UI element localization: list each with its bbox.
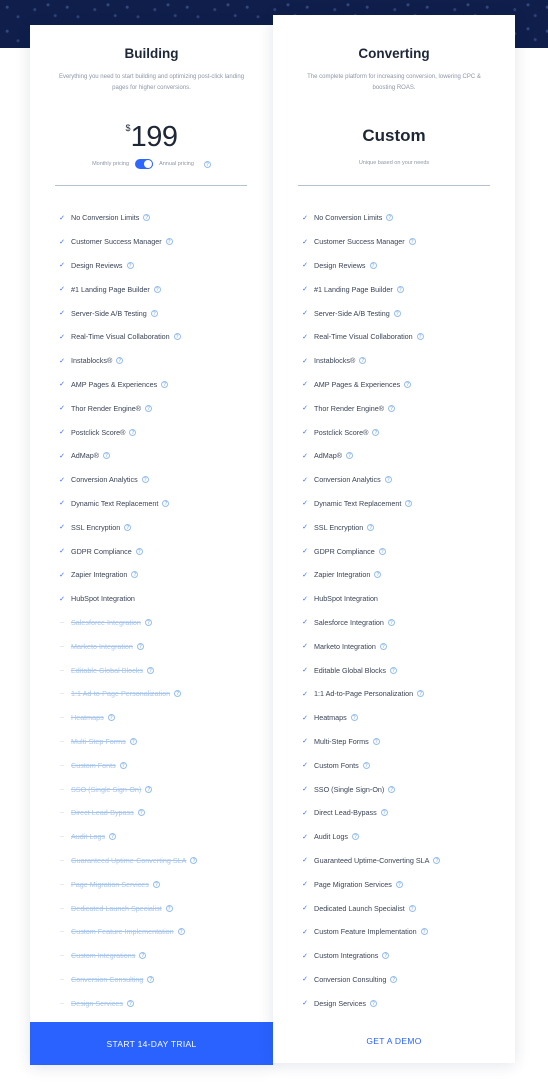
feature-item bbox=[30, 896, 273, 920]
dash-icon: – bbox=[60, 714, 64, 722]
feature-item bbox=[273, 396, 515, 420]
feature-label: Heatmaps bbox=[314, 713, 347, 723]
feature-item bbox=[30, 849, 273, 873]
help-icon[interactable]: ? bbox=[154, 881, 158, 888]
price-note: Unique based on your needs bbox=[358, 160, 430, 166]
feature-label: Postclick Score® bbox=[71, 427, 126, 437]
dash-icon: – bbox=[60, 618, 64, 626]
feature-item bbox=[273, 991, 515, 1015]
feature-item bbox=[273, 444, 515, 468]
feature-item bbox=[273, 230, 515, 254]
monthly-pricing-label[interactable]: Monthly pricing bbox=[92, 161, 130, 167]
check-icon: ✓ bbox=[302, 786, 308, 794]
feature-label: No Conversion Limits bbox=[314, 213, 383, 223]
feature-label: Editable Global Blocks bbox=[314, 665, 386, 675]
feature-list bbox=[273, 206, 515, 1015]
check-icon: ✓ bbox=[59, 524, 65, 532]
feature-item bbox=[273, 277, 515, 301]
check-icon: ✓ bbox=[59, 357, 65, 365]
feature-label: Multi-Step Forms bbox=[71, 736, 126, 746]
help-icon[interactable]: ? bbox=[386, 477, 390, 484]
check-icon: ✓ bbox=[302, 286, 308, 294]
help-icon[interactable]: ? bbox=[110, 834, 114, 841]
feature-label: Page Migration Services bbox=[314, 879, 392, 889]
feature-label: Customer Success Manager bbox=[314, 237, 405, 247]
plan-price: Custom bbox=[362, 126, 426, 145]
feature-label: Audit Logs bbox=[71, 832, 105, 842]
feature-item bbox=[273, 325, 515, 349]
feature-item bbox=[273, 682, 515, 706]
help-icon[interactable]: ? bbox=[422, 929, 426, 936]
feature-label: Salesforce Integration bbox=[314, 617, 384, 627]
feature-label: Page Migration Services bbox=[71, 879, 149, 889]
dash-icon: – bbox=[60, 809, 64, 817]
feature-item bbox=[30, 301, 273, 325]
check-icon: ✓ bbox=[302, 524, 308, 532]
help-icon[interactable]: ? bbox=[390, 786, 394, 793]
feature-item bbox=[273, 753, 515, 777]
feature-item bbox=[273, 634, 515, 658]
dash-icon: – bbox=[60, 928, 64, 936]
help-icon[interactable]: ? bbox=[374, 429, 378, 436]
feature-item bbox=[273, 539, 515, 563]
help-icon[interactable]: ? bbox=[364, 762, 368, 769]
check-icon: ✓ bbox=[302, 881, 308, 889]
feature-label: Design Services bbox=[314, 998, 366, 1008]
help-icon[interactable]: ? bbox=[407, 500, 411, 507]
feature-label: Guaranteed Uptime-Converting SLA bbox=[71, 855, 187, 865]
check-icon: ✓ bbox=[59, 595, 65, 603]
feature-item bbox=[273, 706, 515, 730]
check-icon: ✓ bbox=[302, 476, 308, 484]
check-icon: ✓ bbox=[302, 952, 308, 960]
help-icon[interactable]: ? bbox=[143, 477, 147, 484]
feature-label: Conversion Consulting bbox=[71, 974, 144, 984]
feature-label: Customer Success Manager bbox=[71, 237, 162, 247]
help-icon[interactable]: ? bbox=[137, 548, 141, 555]
feature-label: Server-Side A/B Testing bbox=[71, 308, 147, 318]
check-icon: ✓ bbox=[59, 286, 65, 294]
feature-item bbox=[30, 611, 273, 635]
feature-item bbox=[30, 468, 273, 492]
feature-item bbox=[30, 492, 273, 516]
feature-item bbox=[273, 611, 515, 635]
feature-item bbox=[273, 658, 515, 682]
feature-label: SSO (Single Sign-On) bbox=[71, 784, 142, 794]
price-amount: 199 bbox=[130, 121, 178, 153]
check-icon: ✓ bbox=[59, 214, 65, 222]
help-icon[interactable]: ? bbox=[371, 1000, 375, 1007]
feature-label: Custom Integrations bbox=[314, 951, 379, 961]
help-icon[interactable]: ? bbox=[138, 643, 142, 650]
feature-label: Conversion Analytics bbox=[71, 475, 138, 485]
help-icon[interactable]: ? bbox=[435, 857, 439, 864]
help-icon[interactable]: ? bbox=[192, 857, 196, 864]
check-icon: ✓ bbox=[59, 452, 65, 460]
feature-item bbox=[30, 396, 273, 420]
help-icon[interactable]: ? bbox=[147, 786, 151, 793]
feature-item bbox=[273, 944, 515, 968]
feature-label: Marketo Integration bbox=[71, 641, 133, 651]
feature-item bbox=[30, 373, 273, 397]
feature-item bbox=[273, 730, 515, 754]
dash-icon: – bbox=[60, 880, 64, 888]
feature-item bbox=[273, 373, 515, 397]
feature-label: Salesforce Integration bbox=[71, 617, 141, 627]
check-icon: ✓ bbox=[59, 333, 65, 341]
help-icon[interactable]: ? bbox=[418, 334, 422, 341]
check-icon: ✓ bbox=[302, 762, 308, 770]
start-trial-button[interactable]: START 14-DAY TRIAL bbox=[30, 1022, 273, 1065]
feature-label: Dynamic Text Replacement bbox=[314, 498, 402, 508]
feature-label: AMP Pages & Experiences bbox=[314, 379, 401, 389]
feature-label: Design Reviews bbox=[71, 260, 123, 270]
help-icon[interactable]: ? bbox=[398, 286, 402, 293]
feature-item bbox=[30, 539, 273, 563]
check-icon: ✓ bbox=[302, 857, 308, 865]
check-icon: ✓ bbox=[302, 214, 308, 222]
feature-item bbox=[30, 968, 273, 992]
help-icon[interactable]: ? bbox=[139, 810, 143, 817]
help-icon[interactable]: ? bbox=[374, 738, 378, 745]
feature-item bbox=[30, 801, 273, 825]
check-icon: ✓ bbox=[302, 405, 308, 413]
feature-item bbox=[30, 991, 273, 1015]
feature-label: SSL Encryption bbox=[314, 522, 364, 532]
help-icon[interactable]: ? bbox=[397, 881, 401, 888]
check-icon: ✓ bbox=[302, 667, 308, 675]
check-icon: ✓ bbox=[59, 571, 65, 579]
help-icon[interactable]: ? bbox=[167, 239, 171, 246]
help-icon[interactable]: ? bbox=[361, 358, 365, 365]
help-icon[interactable]: ? bbox=[118, 358, 122, 365]
help-icon[interactable]: ? bbox=[410, 239, 414, 246]
dash-icon: – bbox=[60, 690, 64, 698]
help-icon[interactable]: ? bbox=[141, 953, 145, 960]
help-icon[interactable]: ? bbox=[391, 667, 395, 674]
feature-item bbox=[273, 825, 515, 849]
feature-item bbox=[30, 444, 273, 468]
help-icon[interactable]: ? bbox=[133, 572, 137, 579]
help-icon[interactable]: ? bbox=[149, 976, 153, 983]
feature-label: #1 Landing Page Builder bbox=[314, 284, 393, 294]
feature-label: HubSpot Integration bbox=[314, 594, 378, 604]
help-icon[interactable]: ? bbox=[382, 810, 386, 817]
feature-item bbox=[30, 420, 273, 444]
check-icon: ✓ bbox=[302, 429, 308, 437]
check-icon: ✓ bbox=[302, 690, 308, 698]
feature-item bbox=[30, 349, 273, 373]
dash-icon: – bbox=[60, 737, 64, 745]
feature-label: 1:1 Ad-to-Page Personalization bbox=[71, 689, 171, 699]
dash-icon: – bbox=[60, 999, 64, 1007]
help-icon[interactable]: ? bbox=[121, 762, 125, 769]
help-icon[interactable]: ? bbox=[164, 500, 168, 507]
check-icon: ✓ bbox=[59, 429, 65, 437]
help-icon[interactable]: ? bbox=[152, 310, 156, 317]
check-icon: ✓ bbox=[302, 714, 308, 722]
plan-card-converting bbox=[273, 15, 515, 1063]
feature-item bbox=[273, 349, 515, 373]
feature-item bbox=[30, 230, 273, 254]
feature-item bbox=[30, 658, 273, 682]
plan-description: The complete platform for increasing conversion, lowering CPC & boosting ROAS. bbox=[307, 74, 481, 91]
check-icon: ✓ bbox=[59, 262, 65, 270]
dash-icon: – bbox=[60, 666, 64, 674]
check-icon: ✓ bbox=[302, 571, 308, 579]
help-icon[interactable]: ? bbox=[390, 405, 394, 412]
feature-label: Custom Integrations bbox=[71, 951, 136, 961]
feature-label: Marketo Integration bbox=[314, 641, 376, 651]
feature-item bbox=[30, 872, 273, 896]
dash-icon: – bbox=[60, 904, 64, 912]
feature-label: Dynamic Text Replacement bbox=[71, 498, 159, 508]
plan-price bbox=[30, 121, 273, 154]
feature-label: Real-Time Visual Collaboration bbox=[314, 332, 413, 342]
feature-label: Design Services bbox=[71, 998, 123, 1008]
check-icon: ✓ bbox=[302, 262, 308, 270]
feature-label: Thor Render Engine® bbox=[314, 403, 385, 413]
feature-item bbox=[30, 706, 273, 730]
divider bbox=[55, 185, 247, 186]
check-icon: ✓ bbox=[302, 333, 308, 341]
feature-label: GDPR Compliance bbox=[314, 546, 375, 556]
check-icon: ✓ bbox=[302, 619, 308, 627]
help-icon[interactable]: ? bbox=[167, 905, 171, 912]
help-icon[interactable]: ? bbox=[131, 429, 135, 436]
check-icon: ✓ bbox=[302, 548, 308, 556]
feature-item bbox=[273, 515, 515, 539]
check-icon: ✓ bbox=[59, 500, 65, 508]
help-icon[interactable]: ? bbox=[388, 215, 392, 222]
help-icon[interactable]: ? bbox=[148, 667, 152, 674]
check-icon: ✓ bbox=[302, 738, 308, 746]
feature-item bbox=[273, 206, 515, 230]
feature-label: 1:1 Ad-to-Page Personalization bbox=[314, 689, 414, 699]
help-icon[interactable]: ? bbox=[147, 405, 151, 412]
feature-item bbox=[273, 849, 515, 873]
feature-item bbox=[30, 825, 273, 849]
feature-item bbox=[30, 634, 273, 658]
feature-item bbox=[273, 920, 515, 944]
feature-label: Multi-Step Forms bbox=[314, 736, 369, 746]
feature-item bbox=[273, 587, 515, 611]
divider bbox=[298, 185, 490, 186]
feature-item bbox=[30, 944, 273, 968]
feature-item bbox=[273, 301, 515, 325]
feature-item bbox=[273, 254, 515, 278]
help-icon[interactable]: ? bbox=[392, 976, 396, 983]
dash-icon: – bbox=[60, 642, 64, 650]
dash-icon: – bbox=[60, 761, 64, 769]
help-icon[interactable]: ? bbox=[406, 381, 410, 388]
feature-label: Audit Logs bbox=[314, 832, 348, 842]
check-icon: ✓ bbox=[302, 310, 308, 318]
feature-label: AMP Pages & Experiences bbox=[71, 379, 158, 389]
help-icon[interactable]: ? bbox=[179, 929, 183, 936]
help-icon[interactable]: ? bbox=[155, 286, 159, 293]
help-icon[interactable]: ? bbox=[128, 1000, 132, 1007]
help-icon[interactable]: ? bbox=[381, 643, 385, 650]
help-icon[interactable]: ? bbox=[352, 715, 356, 722]
dash-icon: – bbox=[60, 975, 64, 983]
feature-item bbox=[273, 563, 515, 587]
help-icon[interactable]: ? bbox=[146, 619, 150, 626]
feature-label: Heatmaps bbox=[71, 713, 104, 723]
feature-item bbox=[30, 277, 273, 301]
check-icon: ✓ bbox=[302, 809, 308, 817]
help-icon[interactable]: ? bbox=[205, 161, 209, 168]
feature-item bbox=[30, 777, 273, 801]
help-icon[interactable]: ? bbox=[353, 834, 357, 841]
help-icon[interactable]: ? bbox=[175, 334, 179, 341]
feature-item bbox=[273, 801, 515, 825]
check-icon: ✓ bbox=[59, 238, 65, 246]
check-icon: ✓ bbox=[59, 405, 65, 413]
feature-label: Direct Lead-Bypass bbox=[71, 808, 134, 818]
feature-label: Custom Feature Implementation bbox=[314, 927, 417, 937]
billing-period-toggle[interactable] bbox=[135, 159, 153, 169]
feature-item bbox=[273, 968, 515, 992]
feature-item bbox=[30, 206, 273, 230]
feature-label: Conversion Analytics bbox=[314, 475, 381, 485]
feature-item bbox=[30, 515, 273, 539]
feature-label: Guaranteed Uptime-Converting SLA bbox=[314, 855, 430, 865]
check-icon: ✓ bbox=[302, 1000, 308, 1008]
check-icon: ✓ bbox=[302, 833, 308, 841]
help-icon[interactable]: ? bbox=[348, 453, 352, 460]
feature-item bbox=[273, 492, 515, 516]
check-icon: ✓ bbox=[302, 357, 308, 365]
help-icon[interactable]: ? bbox=[371, 262, 375, 269]
help-icon[interactable]: ? bbox=[376, 572, 380, 579]
help-icon[interactable]: ? bbox=[145, 215, 149, 222]
feature-label: Custom Fonts bbox=[314, 760, 359, 770]
check-icon: ✓ bbox=[302, 381, 308, 389]
check-icon: ✓ bbox=[59, 548, 65, 556]
feature-item bbox=[30, 325, 273, 349]
help-icon[interactable]: ? bbox=[131, 738, 135, 745]
feature-item bbox=[30, 920, 273, 944]
annual-pricing-label[interactable]: Annual pricing bbox=[159, 161, 194, 167]
plan-card-building bbox=[30, 25, 273, 1065]
plan-description: Everything you need to start building and optimizing post-click landing pages for higher conversions. bbox=[58, 74, 245, 91]
help-icon[interactable]: ? bbox=[163, 381, 167, 388]
feature-item bbox=[273, 420, 515, 444]
feature-item bbox=[273, 468, 515, 492]
feature-label: Real-Time Visual Collaboration bbox=[71, 332, 170, 342]
feature-item bbox=[273, 872, 515, 896]
feature-label: Instablocks® bbox=[71, 356, 113, 366]
feature-label: Custom Feature Implementation bbox=[71, 927, 174, 937]
help-icon[interactable]: ? bbox=[384, 953, 388, 960]
feature-item bbox=[30, 587, 273, 611]
check-icon: ✓ bbox=[302, 500, 308, 508]
help-icon[interactable]: ? bbox=[380, 548, 384, 555]
feature-item bbox=[273, 777, 515, 801]
check-icon: ✓ bbox=[302, 238, 308, 246]
help-icon[interactable]: ? bbox=[410, 905, 414, 912]
feature-label: Design Reviews bbox=[314, 260, 366, 270]
feature-item bbox=[30, 753, 273, 777]
help-icon[interactable]: ? bbox=[128, 262, 132, 269]
dash-icon: – bbox=[60, 785, 64, 793]
feature-label: Server-Side A/B Testing bbox=[314, 308, 390, 318]
help-icon[interactable]: ? bbox=[369, 524, 373, 531]
feature-label: No Conversion Limits bbox=[71, 213, 140, 223]
check-icon: ✓ bbox=[59, 476, 65, 484]
feature-label: Zapier Integration bbox=[71, 570, 128, 580]
help-icon[interactable]: ? bbox=[419, 691, 423, 698]
plan-title: Converting bbox=[358, 46, 430, 61]
price-currency: $ bbox=[125, 123, 131, 133]
feature-item bbox=[30, 682, 273, 706]
feature-label: SSO (Single Sign-On) bbox=[314, 784, 385, 794]
check-icon: ✓ bbox=[59, 310, 65, 318]
billing-toggle-row bbox=[30, 159, 273, 169]
get-demo-button[interactable]: GET A DEMO bbox=[273, 1032, 515, 1050]
dash-icon: – bbox=[60, 952, 64, 960]
feature-label: GDPR Compliance bbox=[71, 546, 132, 556]
dash-icon: – bbox=[60, 856, 64, 864]
feature-label: HubSpot Integration bbox=[71, 594, 135, 604]
check-icon: ✓ bbox=[302, 595, 308, 603]
feature-label: Conversion Consulting bbox=[314, 974, 387, 984]
feature-list bbox=[30, 206, 273, 1015]
dash-icon: – bbox=[60, 833, 64, 841]
feature-label: #1 Landing Page Builder bbox=[71, 284, 150, 294]
help-icon[interactable]: ? bbox=[105, 453, 109, 460]
feature-label: Direct Lead-Bypass bbox=[314, 808, 377, 818]
feature-item bbox=[30, 730, 273, 754]
feature-label: Instablocks® bbox=[314, 356, 356, 366]
check-icon: ✓ bbox=[302, 643, 308, 651]
feature-label: Postclick Score® bbox=[314, 427, 369, 437]
feature-label: Thor Render Engine® bbox=[71, 403, 142, 413]
feature-label: AdMap® bbox=[314, 451, 343, 461]
check-icon: ✓ bbox=[302, 905, 308, 912]
feature-item bbox=[273, 896, 515, 920]
feature-label: Editable Global Blocks bbox=[71, 665, 143, 675]
feature-label: Dedicated Launch Specialist bbox=[71, 903, 162, 913]
help-icon[interactable]: ? bbox=[395, 310, 399, 317]
check-icon: ✓ bbox=[59, 381, 65, 389]
check-icon: ✓ bbox=[302, 976, 308, 984]
check-icon: ✓ bbox=[302, 452, 308, 460]
feature-label: Zapier Integration bbox=[314, 570, 371, 580]
help-icon[interactable]: ? bbox=[109, 715, 113, 722]
help-icon[interactable]: ? bbox=[126, 524, 130, 531]
feature-label: AdMap® bbox=[71, 451, 100, 461]
feature-item bbox=[30, 563, 273, 587]
feature-label: Dedicated Launch Specialist bbox=[314, 903, 405, 913]
feature-label: Custom Fonts bbox=[71, 760, 116, 770]
check-icon: ✓ bbox=[302, 928, 308, 936]
feature-label: SSL Encryption bbox=[71, 522, 121, 532]
plan-title: Building bbox=[124, 46, 179, 61]
help-icon[interactable]: ? bbox=[389, 619, 393, 626]
help-icon[interactable]: ? bbox=[176, 691, 180, 698]
feature-item bbox=[30, 254, 273, 278]
